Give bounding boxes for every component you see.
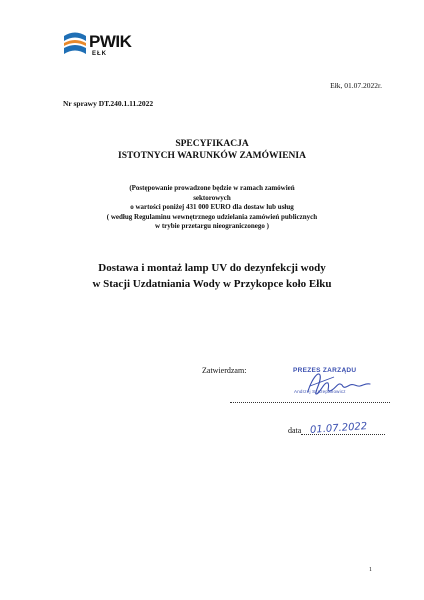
procedure-line-2: sektorowych: [193, 193, 231, 202]
logo-name: PWIK: [89, 32, 132, 51]
procedure-description: [0, 184, 424, 232]
pwik-logo: [62, 30, 142, 66]
stamp-title: PREZES ZARZĄDU: [293, 367, 357, 374]
procedure-line-4: ( według Regulaminu wewnętrznego udzielania zamówień publicznych: [106, 212, 318, 221]
case-number: Nr sprawy DT.240.1.11.2022: [63, 99, 154, 108]
title-line-2: ISTOTNYCH WARUNKÓW ZAMÓWIENIA: [118, 151, 306, 161]
document-title: [0, 138, 424, 162]
logo-subtitle: EŁK: [92, 51, 107, 57]
handwritten-date: 01.07.2022: [309, 421, 368, 436]
date-label: data: [288, 426, 302, 435]
subject-line-2: w Stacji Uzdatniania Wody w Przykopce koło Ełku: [92, 277, 332, 290]
procedure-line-3: o wartości poniżej 431 000 EURO dla dostaw lub usług: [130, 203, 294, 211]
approval-label: Zatwierdzam:: [202, 366, 247, 375]
place-and-date: Ełk, 01.07.2022r.: [330, 81, 382, 90]
subject-line-1: Dostawa i montaż lamp UV do dezynfekcji wody: [98, 262, 326, 274]
order-subject: [0, 261, 424, 292]
procedure-line-5: w trybie przetargu nieograniczonego ): [155, 222, 269, 230]
procedure-line-1: (Postępowanie prowadzone będzie w ramach zamówień: [129, 184, 295, 192]
signature-line: [230, 400, 390, 403]
pwik-logo-icon: [62, 30, 88, 58]
title-line-1: SPECYFIKACJA: [175, 139, 249, 149]
page-number: 1: [369, 567, 372, 573]
stamp-name: Andrzej Szczepanowicz: [294, 389, 346, 394]
